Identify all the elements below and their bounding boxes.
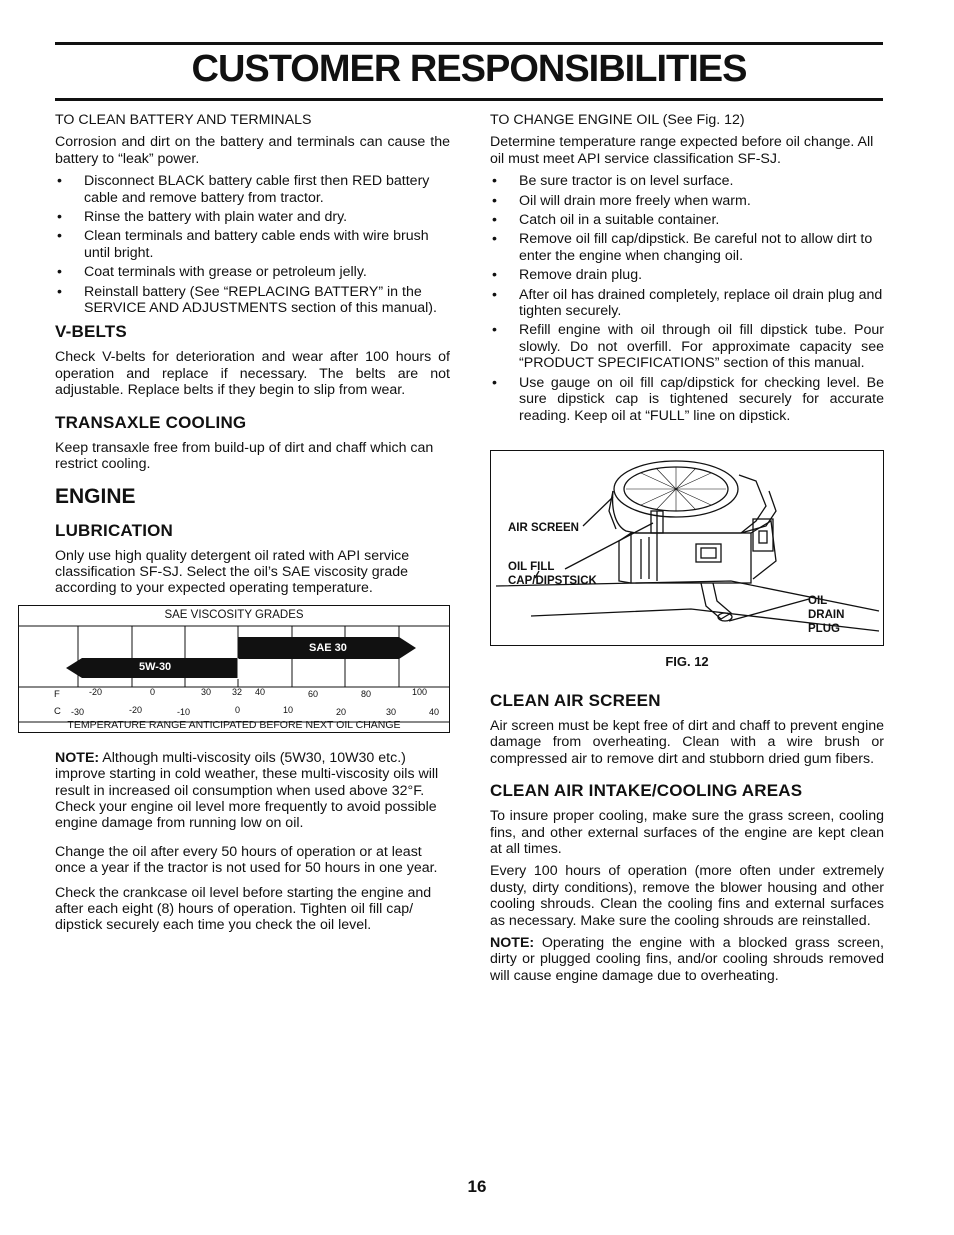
lubrication-heading: LUBRICATION [55, 520, 174, 540]
f-tick: 100 [412, 686, 428, 697]
intake-heading: CLEAN AIR INTAKE/COOLING AREAS [490, 781, 803, 801]
list-item: • After oil has drained completely, replace oil drain plug and tighten securely. [490, 287, 884, 320]
list-item: • Reinstall battery (See “REPLACING BATTERY” in the SERVICE AND ADJUSTMENTS section of this manual). [55, 284, 450, 317]
page-title: CUSTOMER RESPONSIBILITIES [191, 48, 747, 90]
engine-figure [490, 450, 884, 646]
c-label: C [54, 705, 61, 717]
oil-note [55, 750, 450, 832]
grade-sae30-label: SAE 30 [309, 641, 347, 654]
list-item: • Rinse the battery with plain water and dry. [55, 209, 450, 225]
note-label: NOTE: [55, 749, 100, 766]
list-item: • Oil will drain more freely when warm. [490, 193, 884, 209]
transaxle-text: Keep transaxle free from build-up of dirt and chaff which can restrict cooling. [55, 439, 434, 473]
dipstick-label: CAP/DIPSTSICK [508, 574, 597, 587]
change-oil-text: Change the oil after every 50 hours of operation or at least once a year if the tractor is not used for 50 hours in one year. [55, 843, 438, 877]
engine-heading: ENGINE [55, 484, 136, 508]
list-item: • Clean terminals and battery cable ends with wire brush until bright. [55, 228, 450, 261]
list-item: • Remove oil fill cap/dipstick. Be careful not to allow dirt to enter the engine when changing oil. [490, 231, 884, 264]
c-tick: -20 [129, 704, 143, 715]
f-label: F [54, 688, 60, 700]
f-tick: 0 [150, 686, 156, 697]
c-tick: -30 [71, 706, 85, 717]
grade-5w30-label: 5W-30 [139, 660, 172, 673]
list-item: • Refill engine with oil through oil fill dipstick tube. Pour slowly. Do not overfill. For approximate capacity see “PRODUCT SPECIFICATIONS” section of this manual. [490, 322, 884, 371]
air-screen-text: Air screen must be kept free of dirt and chaff to prevent engine damage from overheating. Clean with a wire brush or compressed air to remove dirt and stubborn dried gum fibers. [490, 717, 884, 767]
f-tick: 60 [308, 688, 319, 699]
drain-label-3: PLUG [808, 622, 840, 635]
c-tick: -10 [177, 706, 191, 717]
transaxle-heading: TRANSAXLE COOLING [55, 412, 247, 432]
check-oil-text: Check the crankcase oil level before starting the engine and after each eight (8) hours of operation. Tighten oil fill cap/ dipstick securely each time you check the oil level. [55, 884, 432, 934]
list-item: • Remove drain plug. [490, 267, 884, 283]
oil-fill-label: OIL FILL [508, 560, 555, 573]
lubrication-text: Only use high quality detergent oil rated with API service classification SF-SJ. Select the oil’s SAE viscosity grade according to your expected operating temperature. [55, 547, 410, 597]
list-item: • Use gauge on oil fill cap/dipstick for checking level. Be sure dipstick cap is tightened securely for accurate reading. Keep oil at “FULL” line on dipstick. [490, 375, 884, 424]
list-item: • Catch oil in a suitable container. [490, 212, 884, 228]
f-tick: 40 [255, 686, 266, 697]
drain-label-2: DRAIN [808, 608, 845, 621]
f-tick: 32 [232, 686, 243, 697]
air-screen-label: AIR SCREEN [508, 521, 579, 534]
drain-label-1: OIL [808, 594, 828, 607]
list-item: • Be sure tractor is on level surface. [490, 173, 884, 189]
c-tick: 40 [429, 706, 440, 717]
vbelts-text: Check V-belts for deterioration and wear after 100 hours of operation and replace if necessary. The belts are not adjustable. Replace belts if they begin to slip from wear. [55, 349, 450, 399]
c-tick: 10 [283, 704, 294, 715]
battery-heading: TO CLEAN BATTERY AND TERMINALS [55, 112, 312, 128]
list-item: • Disconnect BLACK battery cable first then RED battery cable and remove battery from tractor. [55, 173, 450, 206]
oil-change-heading: TO CHANGE ENGINE OIL (See Fig. 12) [490, 112, 745, 128]
intake-text-1: To insure proper cooling, make sure the grass screen, cooling fins, and other external surfaces of the engine are kept clean at all times. [490, 808, 884, 857]
oil-change-intro: Determine temperature range expected before oil change. All oil must meet API service classification SF-SJ. [490, 134, 874, 167]
note-text: Although multi-viscosity oils (5W30, 10W30 etc.) improve starting in cold weather, these multi-viscosity oils will result in increased oil consumption when used above 32°F. Check your engine oil level more frequently to avoid possible engine damage from running low on oil. [55, 749, 439, 832]
left-column [55, 112, 450, 940]
viscosity-chart [18, 605, 450, 733]
vbelts-heading: V-BELTS [55, 322, 127, 342]
note-text: Operating the engine with a blocked grass screen, dirty or plugged cooling fins, and/or cooling shrouds removed will cause engine damage due to overheating. [490, 934, 884, 984]
f-tick: 80 [361, 688, 372, 699]
engine-note [490, 935, 884, 984]
right-column [490, 112, 884, 990]
c-tick: 20 [336, 706, 347, 717]
note-label: NOTE: [490, 934, 535, 951]
page-number: 16 [467, 1177, 487, 1196]
c-tick: 0 [235, 704, 241, 715]
title-underline [55, 98, 883, 101]
f-tick: 30 [201, 686, 212, 697]
list-item: • Coat terminals with grease or petroleum jelly. [55, 264, 450, 280]
oil-change-steps [490, 173, 884, 424]
chart-caption: TEMPERATURE RANGE ANTICIPATED BEFORE NEXT OIL CHANGE [67, 718, 401, 731]
c-tick: 30 [386, 706, 397, 717]
battery-steps [55, 173, 450, 316]
air-screen-heading: CLEAN AIR SCREEN [490, 690, 661, 710]
f-tick: -20 [89, 686, 103, 697]
chart-title: SAE VISCOSITY GRADES [164, 608, 304, 621]
figure-caption: FIG. 12 [665, 653, 709, 669]
intake-text-2: Every 100 hours of operation (more often under extremely dusty, dirty conditions), remove the blower housing and other cooling shrouds. Clean the cooling fins and external surfaces as necessary. Make sure the cooling shrouds are reinstalled. [490, 863, 884, 929]
battery-intro: Corrosion and dirt on the battery and terminals can cause the battery to “leak” power. [55, 134, 450, 167]
top-rule [55, 42, 883, 45]
